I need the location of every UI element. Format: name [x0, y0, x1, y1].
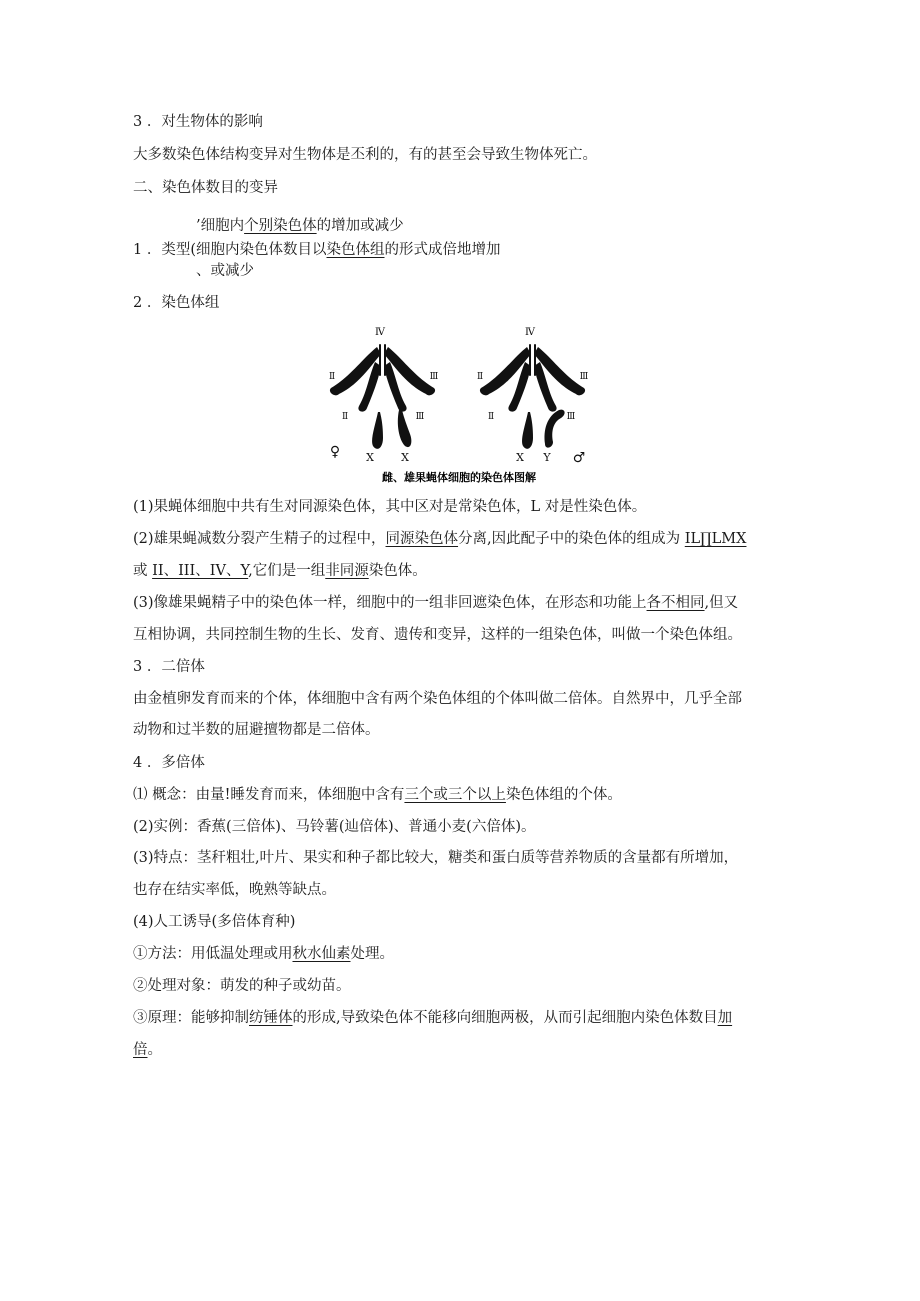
female-numeral-ii-bottom: Ⅱ [341, 412, 349, 422]
section-2-heading: 二、染色体数目的变异 [133, 180, 278, 196]
female-numeral-iv: Ⅳ [375, 327, 385, 338]
polyploid-induce-heading: (4)人工诱导(多倍体育种) [133, 914, 296, 930]
diploid-line-2: 动物和过半数的屈避擅物都是二倍体。 [133, 722, 380, 738]
polyploid-principle-line-1: ③原理：能够抑制纺锤体的形成,导致染色体不能移向细胞两极，从而引起细胞内染色体数目加 [133, 1010, 733, 1026]
male-numeral-iii-bottom: Ⅲ [566, 412, 576, 422]
female-numeral-iii-bottom: Ⅲ [415, 412, 425, 422]
female-numeral-ii-top: Ⅱ [328, 372, 336, 382]
section-3-text: 大多数染色体结构变异对生物体是丕利的，有的甚至会导致生物体死亡。 [133, 147, 597, 163]
male-karyotype [477, 327, 589, 466]
para-3-line-2: 互相协调，共同控制生物的生长、发育、遗传和变异，这样的一组染色体，叫做一个染色体组。 [133, 627, 742, 643]
chromosome-group-heading: 2 ．染色体组 [133, 295, 220, 311]
male-x [522, 412, 533, 449]
male-symbol: ♂ [572, 450, 586, 466]
male-x-label: X [516, 451, 524, 464]
female-x2-label: X [401, 451, 409, 464]
diploid-line-1: 由金植卵发育而来的个体，体细胞中含有两个染色体组的个体叫做二倍体。自然界中，几乎全部 [133, 691, 742, 707]
type-line: 1 ．类型(细胞内染色体数目以染色体组的形式成倍地增加 [133, 242, 501, 258]
para-2-line-2: 或 II、III、IV、Y,它们是一组非同源染色体。 [133, 563, 427, 579]
male-y-label: Y [543, 451, 551, 464]
diploid-heading: 3 ．二倍体 [133, 659, 205, 675]
polyploid-concept: ⑴ 概念：由量!睡发育而来，体细胞中含有三个或三个以上染色体组的个体。 [133, 787, 622, 803]
polyploid-feature-line-2: 也存在结实率低，晚熟等缺点。 [133, 882, 336, 898]
male-numeral-iii-top: Ⅲ [579, 372, 589, 382]
polyploid-feature-line-1: (3)特点：茎秆粗壮,叶片、果实和种子都比较大，糖类和蛋白质等营养物质的含量都有所增加， [133, 850, 739, 866]
polyploid-principle-line-2: 倍。 [133, 1042, 162, 1058]
section-3-heading: 3 ．对生物体的影响 [133, 114, 263, 130]
para-1: (1)果蝇体细胞中共有生对同源染色体，其中区对是常染色体，L 对是性染色体。 [133, 499, 647, 515]
type-brace-top: ’细胞内个别染色体的增加或减少 [196, 218, 404, 234]
female-x-right [398, 410, 412, 447]
para-2-line-1: (2)雄果蝇减数分裂产生精子的过程中，同源染色体分离,因此配子中的染色体的组成为 IL∏LMX [133, 531, 747, 547]
female-x-left [372, 412, 383, 449]
female-karyotype [329, 327, 439, 464]
figure-caption: 雌、雄果蝇体细胞的染色体图解 [382, 471, 536, 484]
male-y [545, 410, 565, 448]
female-symbol: ♀ [329, 444, 341, 460]
polyploid-heading: 4 ．多倍体 [133, 755, 205, 771]
fruit-fly-chromosome-figure [323, 322, 595, 488]
male-numeral-ii-bottom: Ⅱ [487, 412, 495, 422]
type-brace-bottom: 、或减少 [196, 263, 254, 279]
male-numeral-iv: Ⅳ [525, 327, 535, 338]
female-x1-label: X [366, 451, 374, 464]
polyploid-example: (2)实例：香蕉(三倍体)、马铃薯(辿倍体)、普通小麦(六倍体)。 [133, 819, 536, 835]
male-numeral-ii-top: Ⅱ [476, 372, 484, 382]
female-numeral-iii-top: Ⅲ [429, 372, 439, 382]
polyploid-object: ②处理对象：萌发的种子或幼苗。 [133, 978, 351, 994]
para-3-line-1: (3)像雄果蝇精子中的染色体一样，细胞中的一组非回遮染色体，在形态和功能上各不相同,但又 [133, 595, 739, 611]
polyploid-method: ①方法：用低温处理或用秋水仙素处理。 [133, 946, 394, 962]
